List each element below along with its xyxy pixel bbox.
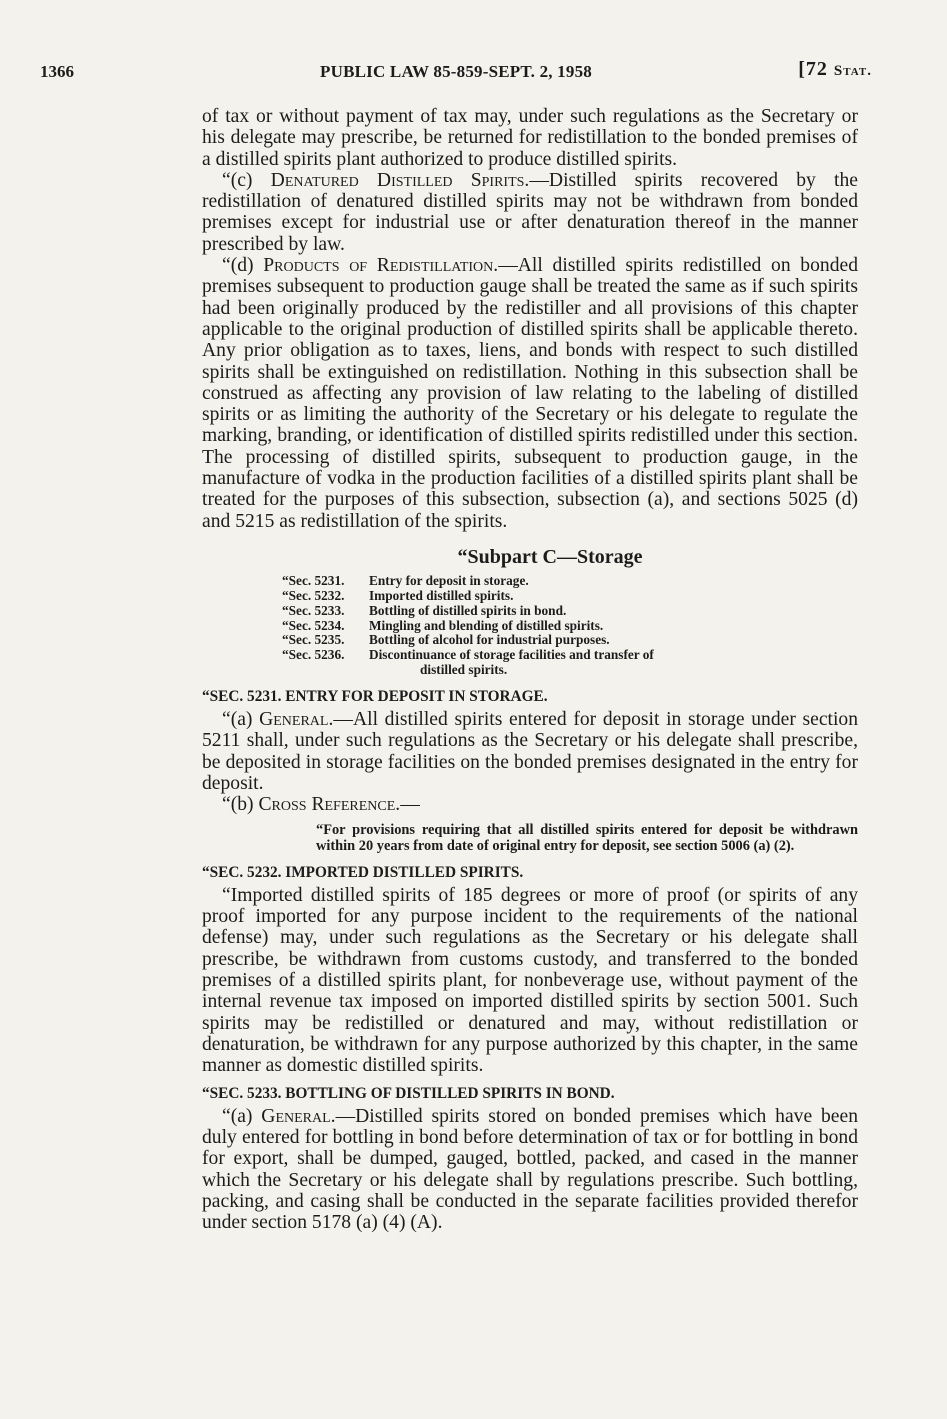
- stat-label: Stat.: [833, 63, 872, 79]
- toc-entry: [282, 619, 858, 634]
- paragraph-subsection-d: [202, 255, 858, 532]
- page-body: [202, 106, 858, 1234]
- toc-section-title: Mingling and blending of distilled spirits.: [369, 617, 604, 633]
- paragraph-5231-b: [202, 794, 858, 815]
- subsection-heading: Denatured Distilled Spirits.: [270, 169, 530, 191]
- subsection-lead: “(a): [222, 709, 260, 731]
- paragraph-subsection-c: [202, 170, 858, 255]
- toc-section-title: Imported distilled spirits.: [369, 588, 514, 604]
- paragraph-5231-a: [202, 709, 858, 794]
- toc-section-number: “Sec. 5232.: [282, 588, 345, 604]
- toc-section-title: Discontinuance of storage facilities and transfer of: [369, 647, 654, 663]
- subsection-text: —All distilled spirits redistilled on bonded premises subsequent to production gauge shall be treated the same as if such spirits had been originally produced by the redistiller and all provisions of this chapter applicable to the original production of distilled spirits shall be applicable thereto. Any prior obligation as to taxes, liens, and bonds with respect to such distilled spirits shall be extinguished on redistillation. Nothing in this subsection shall be construed as affecting any provision of law relating to the labeling of distilled spirits or as limiting the authority of the Secretary or his delegate to regulate the marking, branding, or identification of distilled spirits redistilled under this section. The processing of distilled spirits, subsequent to production gauge, in the manufacture of vodka in the production facilities of a distilled spirits plant shall be treated for the purposes of this subsection, subsection (a), and sections 5025 (d) and 5215 as redistillation of the spirits.: [202, 255, 858, 532]
- section-heading-5231: “SEC. 5231. ENTRY FOR DEPOSIT IN STORAGE.: [202, 687, 548, 705]
- subsection-lead: “(d): [222, 255, 264, 277]
- section-heading-5233: “SEC. 5233. BOTTLING OF DISTILLED SPIRITS IN BOND.: [202, 1084, 615, 1102]
- subsection-text: —All distilled spirits entered for deposit in storage under section 5211 shall, under such regulations as the Secretary or his delegate shall prescribe, be deposited in storage facilities on the bonded premises designated in the entry for deposit.: [202, 709, 858, 794]
- subsection-lead: “(b): [222, 794, 259, 816]
- stat-number: 72: [805, 58, 828, 80]
- subsection-lead: “(c): [222, 169, 271, 191]
- subsection-text: —Distilled spirits recovered by the redistillation of denatured distilled spirits may not be withdrawn from bonded premises except for industrial use or after denaturation thereof in the manner prescribed by law.: [202, 169, 858, 255]
- table-of-contents: [202, 574, 858, 678]
- cross-reference-note: “For provisions requiring that all distilled spirits entered for deposit be withdrawn within 20 years from date of original entry for deposit, see section 5006 (a) (2).: [316, 821, 858, 854]
- subsection-heading: Products of Redistillation.: [263, 255, 499, 277]
- subsection-heading: General.: [261, 1105, 336, 1127]
- toc-entry-continuation: distilled spirits.: [420, 662, 508, 678]
- subsection-heading: General.: [259, 709, 334, 731]
- toc-section-title: Entry for deposit in storage.: [369, 573, 529, 589]
- toc-section-number: “Sec. 5235.: [282, 632, 345, 648]
- paragraph-5232: “Imported distilled spirits of 185 degrees or more of proof (or spirits of any proof imported for any purpose incident to the requirements of the national defense) may, under such regulations as the Secretary or his delegate shall prescribe, be withdrawn from customs custody, and transferred to the bonded premises of a distilled spirits plant, for nonbeverage use, without payment of the internal revenue tax imposed on imported distilled spirits by section 5001. Such spirits may be redistilled or denatured and may, without redistillation or denaturation, be withdrawn for any purpose authorized by this chapter, in the same manner as domestic distilled spirits.: [202, 884, 858, 1077]
- toc-entry: [282, 648, 858, 663]
- subsection-lead: “(a): [222, 1105, 262, 1127]
- toc-section-number: “Sec. 5236.: [282, 647, 345, 663]
- toc-entry: [282, 633, 858, 648]
- running-title: PUBLIC LAW 85-859-SEPT. 2, 1958: [320, 62, 592, 81]
- subsection-text: —Distilled spirits stored on bonded premises which have been duly entered for bottling in bond before determination of tax or for bottling in bond for export, shall be dumped, gauged, bottled, packed, and cased in the manner which the Secretary or his delegate shall by regulations prescribe. Such bottling, packing, and casing shall be conducted in the separate facilities provided therefor under section 5178 (a) (4) (A).: [202, 1105, 858, 1234]
- toc-entry: [282, 574, 858, 589]
- paragraph-5233-a: [202, 1106, 858, 1234]
- subsection-text: —: [400, 794, 420, 816]
- toc-section-number: “Sec. 5231.: [282, 573, 345, 589]
- toc-section-title: Bottling of distilled spirits in bond.: [369, 602, 567, 618]
- page-number: 1366: [40, 62, 74, 81]
- toc-entry: [282, 589, 858, 604]
- subsection-heading: Cross Reference.: [258, 794, 401, 816]
- toc-section-number: “Sec. 5234.: [282, 617, 345, 633]
- section-heading-5232: “SEC. 5232. IMPORTED DISTILLED SPIRITS.: [202, 863, 524, 881]
- stat-bracket: [: [798, 58, 806, 80]
- subpart-title: “Subpart C—Storage: [457, 545, 643, 568]
- paragraph-continuation: of tax or without payment of tax may, under such regulations as the Secretary or his delegate may prescribe, be returned for redistillation to the bonded premises of a distilled spirits plant authorized to produce distilled spirits.: [202, 106, 858, 170]
- toc-section-title: Bottling of alcohol for industrial purposes.: [369, 632, 610, 648]
- statute-reference: [798, 58, 872, 81]
- toc-section-number: “Sec. 5233.: [282, 602, 345, 618]
- page-header: [40, 58, 872, 90]
- toc-entry: [282, 604, 858, 619]
